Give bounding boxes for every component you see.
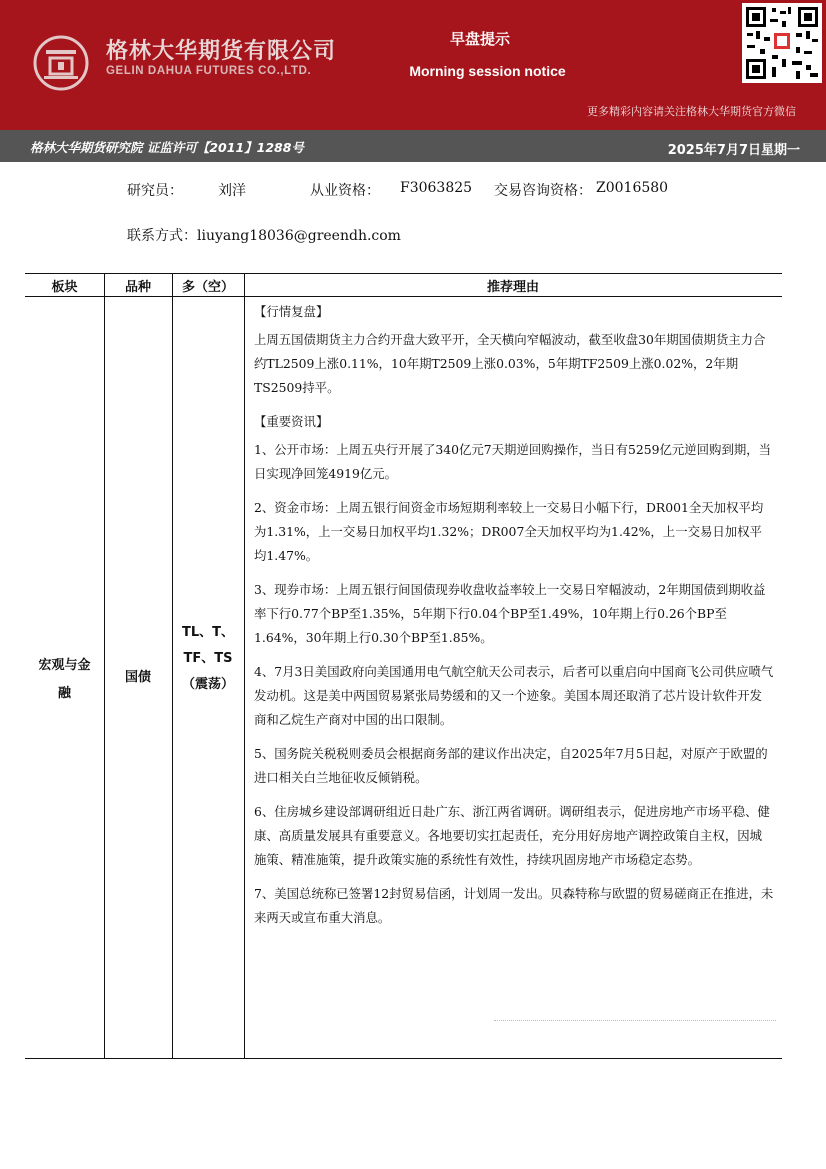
sector-line: 融 xyxy=(57,686,71,701)
qualification-number: F3063825 xyxy=(400,180,473,196)
table-col-divider xyxy=(244,273,245,1059)
section-heading: 【行情复盘】 xyxy=(254,304,329,319)
report-title-cn: 早盘提示 xyxy=(449,30,510,48)
news-item: 3、现券市场：上周五银行间国债现券收盘收益率较上一交易日窄幅波动，2年期国债到期收益率下行0.77个BP至1.35%，5年期下行0.04个BP至1.49%，10年期上行0.26个BP至1.64%，30年期上行0.30个BP至1.85%。 xyxy=(254,582,766,645)
contact-label: 联系方式： xyxy=(127,228,197,244)
sector-line: 宏观与金 xyxy=(38,658,91,673)
direction-line: TL、T、 xyxy=(181,625,235,640)
dotted-divider xyxy=(494,1020,776,1021)
direction-line: （震荡） xyxy=(181,677,234,692)
institute-license: 格林大华期货研究院 证监许可【2011】1288号 xyxy=(30,140,304,155)
qualification-label: 从业资格： xyxy=(310,183,380,199)
news-item: 7、美国总统称已签署12封贸易信函，计划周一发出。贝森特称与欧盟的贸易磋商正在推进，未来两天或宣布重大消息。 xyxy=(254,886,774,925)
contact-line xyxy=(127,225,401,245)
news-item: 5、国务院关税税则委员会根据商务部的建议作出决定，自2025年7月5日起，对原产于欧盟的进口相关白兰地征收反倾销税。 xyxy=(254,746,768,785)
news-item: 4、7月3日美国政府向美国通用电气航空航天公司表示，后者可以重启向中国商飞公司供应喷气发动机。这是美中两国贸易紧张局势缓和的又一个迹象。美国本周还取消了芯片设计软件开发商和乙烷生产商对中国的出口限制。 xyxy=(254,664,774,727)
table-header-border xyxy=(25,296,782,297)
company-logo-icon xyxy=(32,34,90,92)
header-sector: 板块 xyxy=(51,280,78,295)
news-item: 2、资金市场：上周五银行间资金市场短期利率较上一交易日小幅下行，DR001全天加权平均为1.31%，上一交易日加权平均1.32%；DR007全天加权平均为1.42%，上一交易日加权平均1.47%。 xyxy=(254,500,764,563)
direction-line: TF、TS xyxy=(183,651,233,666)
wechat-follow-note: 更多精彩内容请关注格林大华期货官方微信 xyxy=(587,105,796,118)
header-direction: 多（空） xyxy=(181,280,234,295)
contact-email[interactable]: liuyang18036@greendh.com xyxy=(197,228,401,244)
report-date: 2025年7月7日星期一 xyxy=(667,143,800,158)
variety-cell: 国债 xyxy=(124,670,151,685)
sector-cell xyxy=(25,652,104,708)
table-top-border xyxy=(25,273,782,274)
header-variety: 品种 xyxy=(124,280,151,295)
company-name-cn: 格林大华期货有限公司 xyxy=(106,39,337,64)
news-item: 1、公开市场：上周五央行开展了340亿元7天期逆回购操作，当日有5259亿元逆回购到期，当日实现净回笼4919亿元。 xyxy=(254,442,772,481)
table-bottom-border xyxy=(25,1058,782,1059)
direction-cell xyxy=(172,620,244,698)
paragraph: 上周五国债期货主力合约开盘大致平开，全天横向窄幅波动，截至收盘30年期国债期货主力合约TL2509上涨0.11%，10年期T2509上涨0.03%，5年期TF2509上涨0.02%，2年期TS2509持平。 xyxy=(254,332,766,395)
recommendation-content xyxy=(254,300,774,940)
news-item: 6、住房城乡建设部调研组近日赴广东、浙江两省调研。调研组表示，促进房地产市场平稳、健康、高质量发展具有重要意义。各地要切实扛起责任，充分用好房地产调控政策自主权，因城施策、精准施策，提升政策实施的系统性有效性，持续巩固房地产市场稳定态势。 xyxy=(254,804,770,867)
wechat-qr-code-icon xyxy=(742,3,822,83)
researcher-label: 研究员： xyxy=(127,183,183,199)
company-name-en: GELIN DAHUA FUTURES CO.,LTD. xyxy=(106,65,312,77)
header-reason: 推荐理由 xyxy=(486,280,539,295)
report-title-en: Morning session notice xyxy=(409,63,566,79)
consult-qualification-number: Z0016580 xyxy=(596,180,669,196)
researcher-name: 刘洋 xyxy=(218,183,246,199)
consult-qualification-label: 交易咨询资格： xyxy=(494,183,592,199)
section-heading: 【重要资讯】 xyxy=(254,414,329,429)
